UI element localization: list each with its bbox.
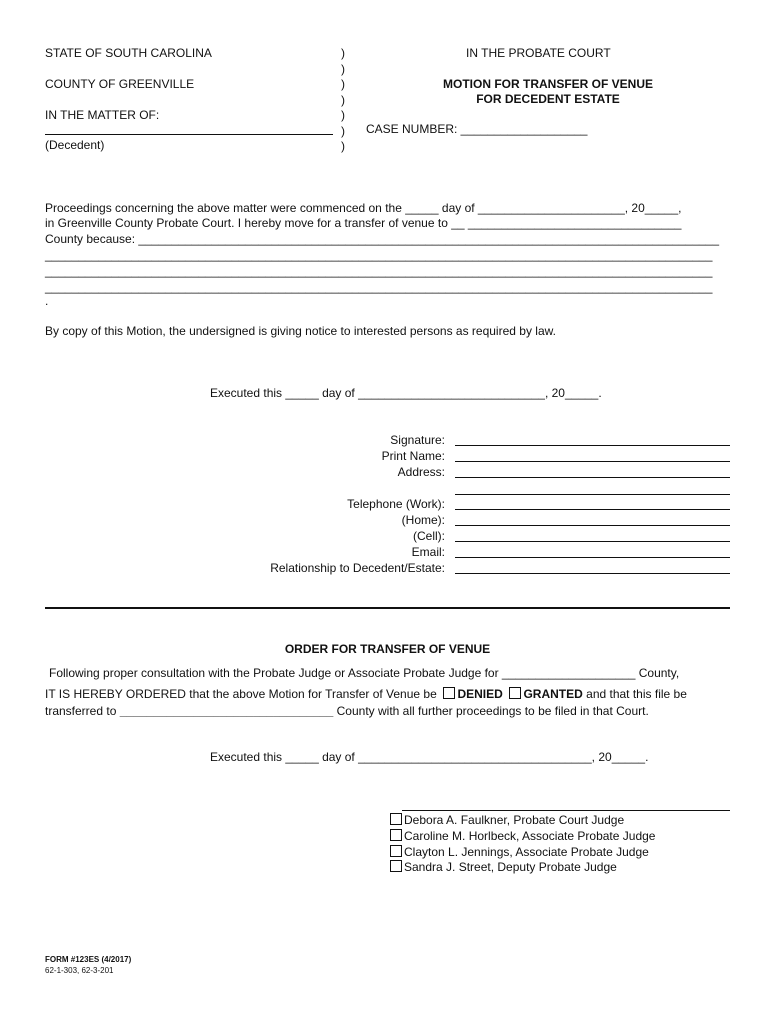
decedent-label: (Decedent): [45, 138, 105, 152]
order-title: ORDER FOR TRANSFER OF VENUE: [284, 642, 491, 656]
section-divider: [45, 607, 730, 609]
judge-signature-line[interactable]: [402, 810, 730, 811]
order-line-2-suffix: and that this file be: [586, 687, 687, 701]
form-title-line1: MOTION FOR TRANSFER OF VENUE: [443, 77, 653, 91]
telephone-home-row[interactable]: [200, 513, 730, 527]
address-line[interactable]: [455, 477, 730, 478]
relationship-row[interactable]: [200, 561, 730, 575]
address-row[interactable]: [200, 465, 730, 479]
telephone-work-row[interactable]: [200, 497, 730, 511]
judge-name: Caroline M. Horlbeck, Associate Probate Judge: [404, 829, 656, 843]
reason-period: .: [45, 294, 49, 308]
reason-blank-line[interactable]: ____________________________________________________________________________________________________: [45, 264, 713, 278]
denied-checkbox[interactable]: [443, 687, 455, 699]
order-line-3: [45, 704, 649, 718]
case-number-field[interactable]: CASE NUMBER: ___________________: [366, 122, 588, 136]
order-line-2-prefix: IT IS HEREBY ORDERED that the above Motion for Transfer of Venue be: [45, 687, 437, 701]
granted-checkbox[interactable]: [509, 687, 521, 699]
telephone-cell-line[interactable]: [455, 541, 730, 542]
decedent-name-line[interactable]: [45, 134, 333, 135]
judge-name: Debora A. Faulkner, Probate Court Judge: [404, 813, 625, 827]
motion-line-1: Proceedings concerning the above matter were commenced on the _____ day of ______________________, 20_____,: [45, 201, 682, 215]
matter-label: IN THE MATTER OF:: [45, 108, 160, 122]
judge-name: Clayton L. Jennings, Associate Probate Judge: [404, 845, 649, 859]
telephone-home-label: (Home):: [401, 513, 445, 527]
judge-option[interactable]: [390, 813, 624, 827]
motion-executed-line[interactable]: Executed this _____ day of ____________________________, 20_____.: [210, 386, 602, 400]
state-label: STATE OF SOUTH CAROLINA: [45, 46, 212, 60]
judge-checkbox[interactable]: [390, 860, 402, 872]
relationship-line[interactable]: [455, 573, 730, 574]
caption-separator: ) ) ) ) ) ) ): [341, 46, 345, 153]
notice-statement: By copy of this Motion, the undersigned is giving notice to interested persons as required by law.: [45, 324, 556, 338]
reason-blank-line[interactable]: ____________________________________________________________________________________________________: [45, 248, 713, 262]
motion-line-2: in Greenville County Probate Court. I hereby move for a transfer of venue to __ ________________________________: [45, 216, 682, 230]
address-line-2[interactable]: [455, 494, 730, 495]
reason-blank-line[interactable]: ____________________________________________________________________________________________________: [45, 280, 713, 294]
print-name-line[interactable]: [455, 461, 730, 462]
email-label: Email:: [411, 545, 445, 559]
statute-reference: 62-1-303, 62-3-201: [45, 966, 114, 975]
judge-checkbox[interactable]: [390, 845, 402, 857]
granted-label: GRANTED: [523, 687, 583, 701]
judge-option[interactable]: [390, 829, 655, 843]
signature-row[interactable]: [200, 433, 730, 447]
telephone-work-label: Telephone (Work):: [347, 497, 445, 511]
county-label: COUNTY OF GREENVILLE: [45, 77, 195, 91]
print-name-row[interactable]: [200, 449, 730, 463]
judge-option[interactable]: [390, 845, 649, 859]
court-label: IN THE PROBATE COURT: [466, 46, 611, 60]
judge-option[interactable]: [390, 860, 617, 874]
denied-label: DENIED: [457, 687, 503, 701]
print-name-label: Print Name:: [381, 449, 445, 463]
form-number: FORM #123ES (4/2017): [45, 955, 132, 964]
order-line-2: [45, 687, 687, 701]
judge-checkbox[interactable]: [390, 813, 402, 825]
relationship-label: Relationship to Decedent/Estate:: [270, 561, 445, 575]
telephone-work-line[interactable]: [455, 509, 730, 510]
judge-checkbox[interactable]: [390, 829, 402, 841]
telephone-cell-row[interactable]: [200, 529, 730, 543]
motion-line-3: County because: _______________________________________________________________________________________: [45, 232, 720, 246]
order-line-3-prefix: transferred to: [45, 704, 117, 718]
transfer-county-line[interactable]: ________________________________: [119, 704, 334, 718]
order-line-1: Following proper consultation with the Probate Judge or Associate Probate Judge for ____________________ County,: [49, 666, 680, 680]
email-row[interactable]: [200, 545, 730, 559]
telephone-home-line[interactable]: [455, 525, 730, 526]
judge-name: Sandra J. Street, Deputy Probate Judge: [404, 860, 617, 874]
form-title-line2: FOR DECEDENT ESTATE: [476, 92, 620, 106]
telephone-cell-label: (Cell):: [413, 529, 445, 543]
email-line[interactable]: [455, 557, 730, 558]
order-executed-line[interactable]: Executed this _____ day of ___________________________________, 20_____.: [210, 750, 649, 764]
signature-label: Signature:: [390, 433, 445, 447]
signature-line[interactable]: [455, 445, 730, 446]
address-label: Address:: [397, 465, 445, 479]
order-line-3-suffix: County with all further proceedings to be filed in that Court.: [336, 704, 649, 718]
